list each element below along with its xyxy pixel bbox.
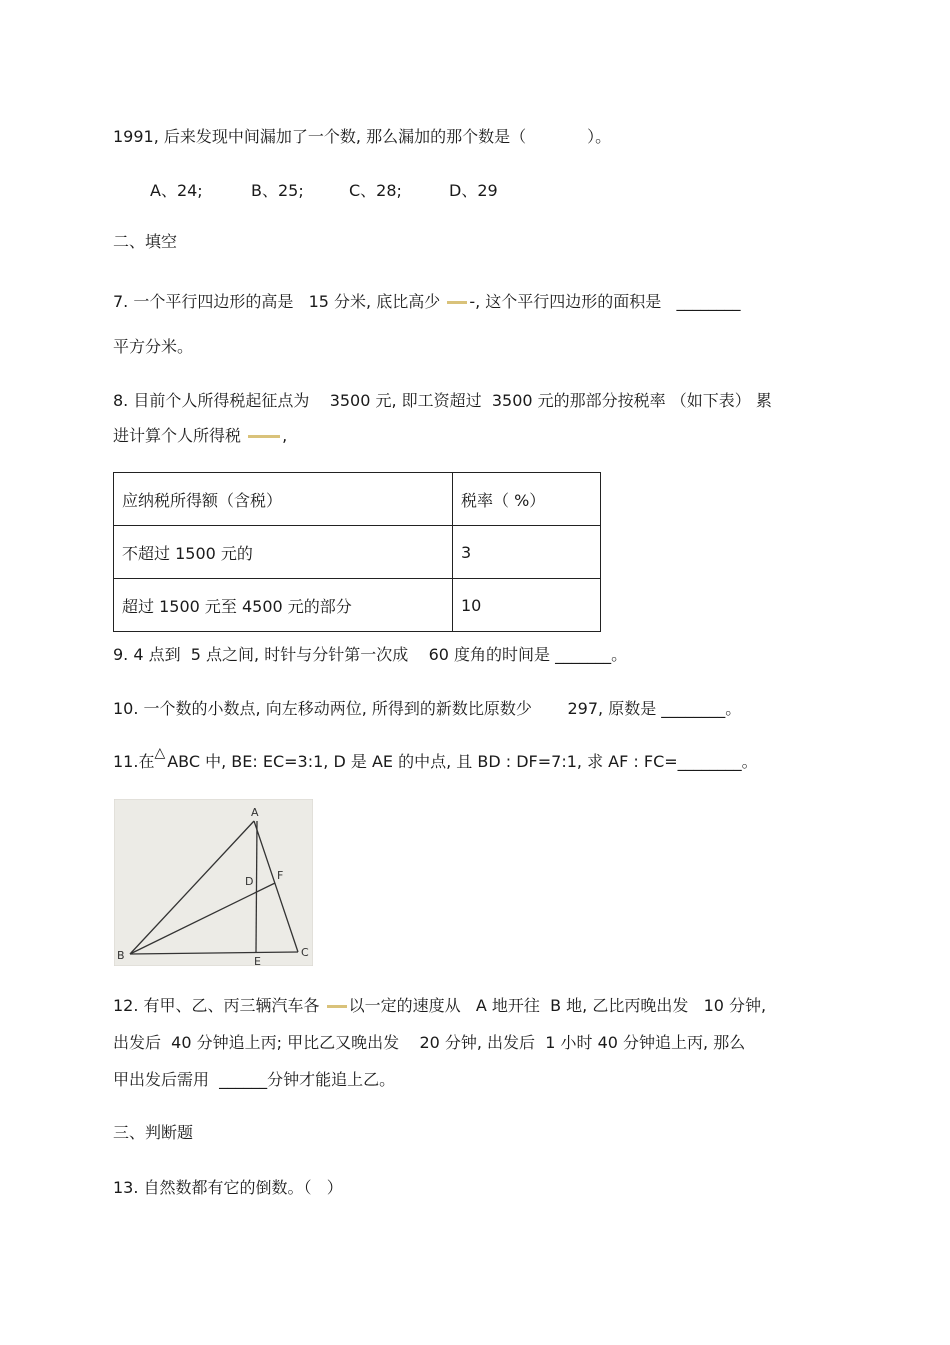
table-header-income: 应纳税所得额（含税） [114,473,453,526]
table-cell: 10 [453,579,601,632]
q11-prefix: 11.在 [113,752,155,771]
question-12-line2: 出发后 40 分钟追上丙; 甲比乙又晚出发 20 分钟, 出发后 1 小时 40 分钟追上丙, 那么 [113,1033,746,1052]
question-12-line1 [113,995,766,1017]
question-8-line1: 8. 目前个人所得税起征点为 3500 元, 即工资超过 3500 元的那部分按税率 （如下表） 累 [113,391,772,410]
triangle-symbol: △ [154,745,166,761]
question-7 [113,291,741,313]
option-d[interactable]: D、29 [449,181,498,200]
question-11 [113,745,758,774]
table-cell: 3 [453,526,601,579]
question-13: 13. 自然数都有它的倒数。（ ） [113,1178,343,1197]
question-8-line2 [113,425,287,447]
section-fill-in-heading: 二、填空 [113,232,178,251]
q11-text: ABC 中, BE: EC=3:1, D 是 AE 的中点, 且 BD : DF=7:1, 求 AF : FC=________。 [167,752,758,771]
q12-text-1: 12. 有甲、乙、丙三辆汽车各 [113,996,320,1015]
formula-placeholder [248,435,280,438]
label-e: E [254,955,261,966]
table-row [114,526,601,579]
question-10: 10. 一个数的小数点, 向左移动两位, 所得到的新数比原数少 297, 原数是 ________。 [113,699,742,718]
question-7-line2: 平方分米。 [113,337,194,356]
speed-placeholder [327,1005,347,1008]
table-cell: 超过 1500 元至 4500 元的部分 [114,579,453,632]
table-header-rate: 税率（ %） [453,473,601,526]
tax-rate-table [113,472,601,632]
fraction-placeholder [447,301,467,304]
label-a: A [251,806,259,819]
option-a[interactable]: A、24; [150,181,203,200]
label-b: B [117,949,125,962]
label-d: D [245,875,254,888]
q7-text-2: -, 这个平行四边形的面积是 ________ [469,292,741,311]
table-row [114,579,601,632]
q7-text-1: 7. 一个平行四边形的高是 15 分米, 底比高少 [113,292,441,311]
option-b[interactable]: B、25; [251,181,304,200]
q12-text-2: 以一定的速度从 A 地开往 B 地, 乙比丙晚出发 10 分钟, [348,996,767,1015]
triangle-figure [114,799,313,966]
table-cell: 不超过 1500 元的 [114,526,453,579]
question-9: 9. 4 点到 5 点之间, 时针与分针第一次成 60 度角的时间是 _______。 [113,645,628,664]
label-c: C [301,946,309,959]
q6-tail: 1991, 后来发现中间漏加了一个数, 那么漏加的那个数是（ ）。 [113,127,612,146]
table-header-row [114,473,601,526]
label-f: F [277,869,284,882]
q8-comma: , [282,426,288,445]
question-12-line3: 甲出发后需用 ______分钟才能追上乙。 [113,1070,396,1089]
option-c[interactable]: C、28; [349,181,402,200]
section-judgment-heading: 三、判断题 [113,1123,194,1142]
q8-text: 进计算个人所得税 [113,426,242,445]
